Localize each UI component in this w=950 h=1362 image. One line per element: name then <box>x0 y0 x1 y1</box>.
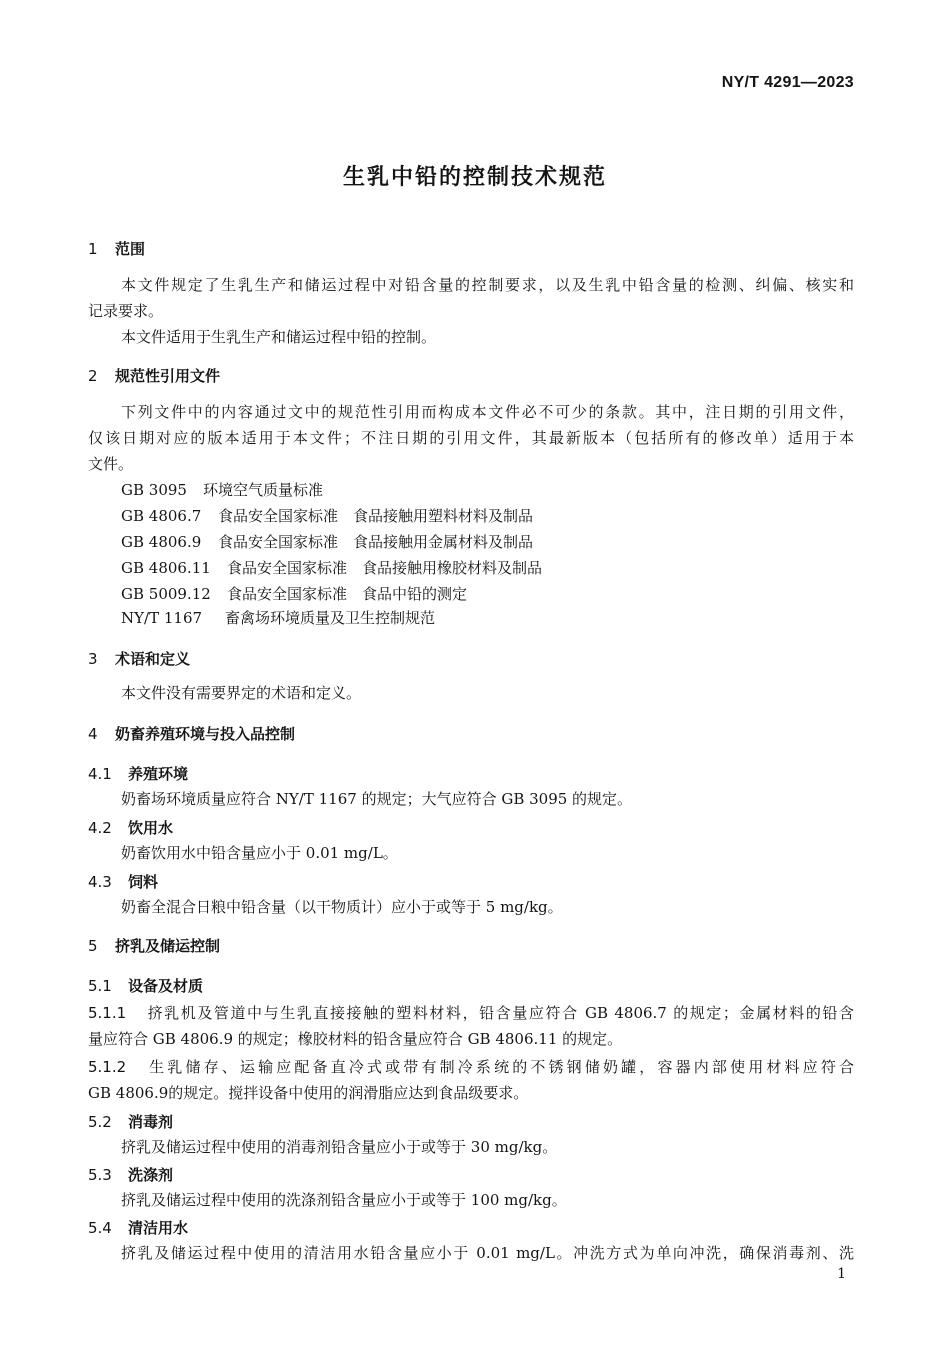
reference-title: 食品安全国家标准 食品接触用金属材料及制品 <box>218 533 534 551</box>
clause-title: 清洁用水 <box>128 1219 189 1237</box>
reference-title: 环境空气质量标准 <box>203 481 324 499</box>
clause-number: 5.1.1 <box>88 1004 127 1022</box>
clause-number: 4.2 <box>88 819 112 837</box>
clause-5-3-text: 挤乳及储运过程中使用的洗涤剂铅含量应小于或等于 100 mg/kg。 <box>121 1191 567 1209</box>
section-title: 奶畜养殖环境与投入品控制 <box>115 725 296 743</box>
clause-title: 饮用水 <box>128 819 174 837</box>
section-4-heading <box>88 723 295 744</box>
section-number: 5 <box>88 937 98 955</box>
clause-5-2-text: 挤乳及储运过程中使用的消毒剂铅含量应小于或等于 30 mg/kg。 <box>121 1138 558 1156</box>
clause-title: 洗涤剂 <box>128 1166 174 1184</box>
clause-5-1-heading <box>88 975 203 996</box>
clause-number: 5.1 <box>88 977 112 995</box>
clause-number: 5.2 <box>88 1113 112 1131</box>
reference-code: GB 4806.9 <box>121 533 202 551</box>
clause-5-2-heading <box>88 1111 173 1132</box>
reference-code: GB 4806.11 <box>121 559 211 577</box>
reference-title: 食品安全国家标准 食品中铅的测定 <box>227 585 468 603</box>
section-number: 2 <box>88 367 98 385</box>
clause-4-2-heading <box>88 817 173 838</box>
reference-item <box>121 605 887 631</box>
reference-item <box>121 529 887 555</box>
references-intro-line-3: 文件。 <box>88 455 134 473</box>
clause-title: 消毒剂 <box>128 1113 174 1131</box>
page-number: 1 <box>837 1266 846 1282</box>
section-title: 术语和定义 <box>115 650 191 668</box>
references-intro-line-2: 仅该日期对应的版本适用于本文件；不注日期的引用文件，其最新版本（包括所有的修改单）适用于本 <box>88 429 854 447</box>
section-number: 3 <box>88 650 98 668</box>
section-number: 1 <box>88 240 98 258</box>
clause-title: 饲料 <box>128 873 159 891</box>
scope-paragraph-line-2: 记录要求。 <box>88 302 164 320</box>
clause-text: 挤乳机及管道中与生乳直接接触的塑料材料，铅含量应符合 GB 4806.7 的规定；金属材料的铅含 <box>146 1004 854 1022</box>
clause-4-2-text: 奶畜饮用水中铅含量应小于 0.01 mg/L。 <box>121 844 398 862</box>
clause-number: 5.3 <box>88 1166 112 1184</box>
reference-item <box>121 477 887 503</box>
reference-code: GB 4806.7 <box>121 507 202 525</box>
clause-number: 4.1 <box>88 765 112 783</box>
reference-code: NY/T 1167 <box>121 609 203 627</box>
clause-4-3-text: 奶畜全混合日粮中铅含量（以干物质计）应小于或等于 5 mg/kg。 <box>121 898 563 916</box>
clause-5-1-1-line-2: 量应符合 GB 4806.9 的规定；橡胶材料的铅含量应符合 GB 4806.11 的规定。 <box>88 1030 623 1048</box>
reference-item <box>121 555 887 581</box>
clause-5-1-1-line-1 <box>88 1000 854 1026</box>
clause-number: 5.4 <box>88 1219 112 1237</box>
clause-4-1-heading <box>88 763 188 784</box>
standard-code: NY/T 4291—2023 <box>721 74 854 91</box>
reference-title: 食品安全国家标准 食品接触用塑料材料及制品 <box>218 507 534 525</box>
scope-paragraph-line-1: 本文件规定了生乳生产和储运过程中对铅含量的控制要求，以及生乳中铅含量的检测、纠偏、核实和 <box>121 276 854 294</box>
clause-5-4-text: 挤乳及储运过程中使用的清洁用水铅含量应小于 0.01 mg/L。冲洗方式为单向冲洗，确保消毒剂、洗 <box>121 1244 854 1262</box>
reference-item <box>121 503 887 529</box>
clause-5-4-heading <box>88 1217 188 1238</box>
reference-item <box>121 581 887 607</box>
section-5-heading <box>88 935 220 956</box>
terms-paragraph: 本文件没有需要界定的术语和定义。 <box>121 684 362 702</box>
clause-number: 4.3 <box>88 873 112 891</box>
clause-4-1-text: 奶畜场环境质量应符合 NY/T 1167 的规定；大气应符合 GB 3095 的规定。 <box>121 790 633 808</box>
reference-title: 畜禽场环境质量及卫生控制规范 <box>225 609 436 627</box>
clause-text: 生乳储存、运输应配备直冷式或带有制冷系统的不锈钢储奶罐，容器内部使用材料应符合 <box>146 1058 854 1076</box>
section-title: 范围 <box>115 240 146 258</box>
section-title: 挤乳及储运控制 <box>115 937 221 955</box>
clause-number: 5.1.2 <box>88 1058 127 1076</box>
section-3-heading <box>88 648 190 669</box>
reference-code: GB 3095 <box>121 481 187 499</box>
clause-title: 养殖环境 <box>128 765 189 783</box>
reference-code: GB 5009.12 <box>121 585 211 603</box>
clause-title: 设备及材质 <box>128 977 204 995</box>
section-1-heading <box>88 238 145 259</box>
reference-title: 食品安全国家标准 食品接触用橡胶材料及制品 <box>227 559 543 577</box>
clause-4-3-heading <box>88 871 158 892</box>
scope-applicability: 本文件适用于生乳生产和储运过程中铅的控制。 <box>121 328 437 346</box>
references-intro-line-1: 下列文件中的内容通过文中的规范性引用而构成本文件必不可少的条款。其中，注日期的引用文件， <box>121 403 854 421</box>
section-title: 规范性引用文件 <box>115 367 221 385</box>
section-2-heading <box>88 365 220 386</box>
clause-5-3-heading <box>88 1164 173 1185</box>
document-title: 生乳中铅的控制技术规范 <box>342 165 607 190</box>
section-number: 4 <box>88 725 98 743</box>
clause-5-1-2-line-2: GB 4806.9的规定。搅拌设备中使用的润滑脂应达到食品级要求。 <box>88 1084 529 1102</box>
clause-5-1-2-line-1 <box>88 1054 854 1080</box>
